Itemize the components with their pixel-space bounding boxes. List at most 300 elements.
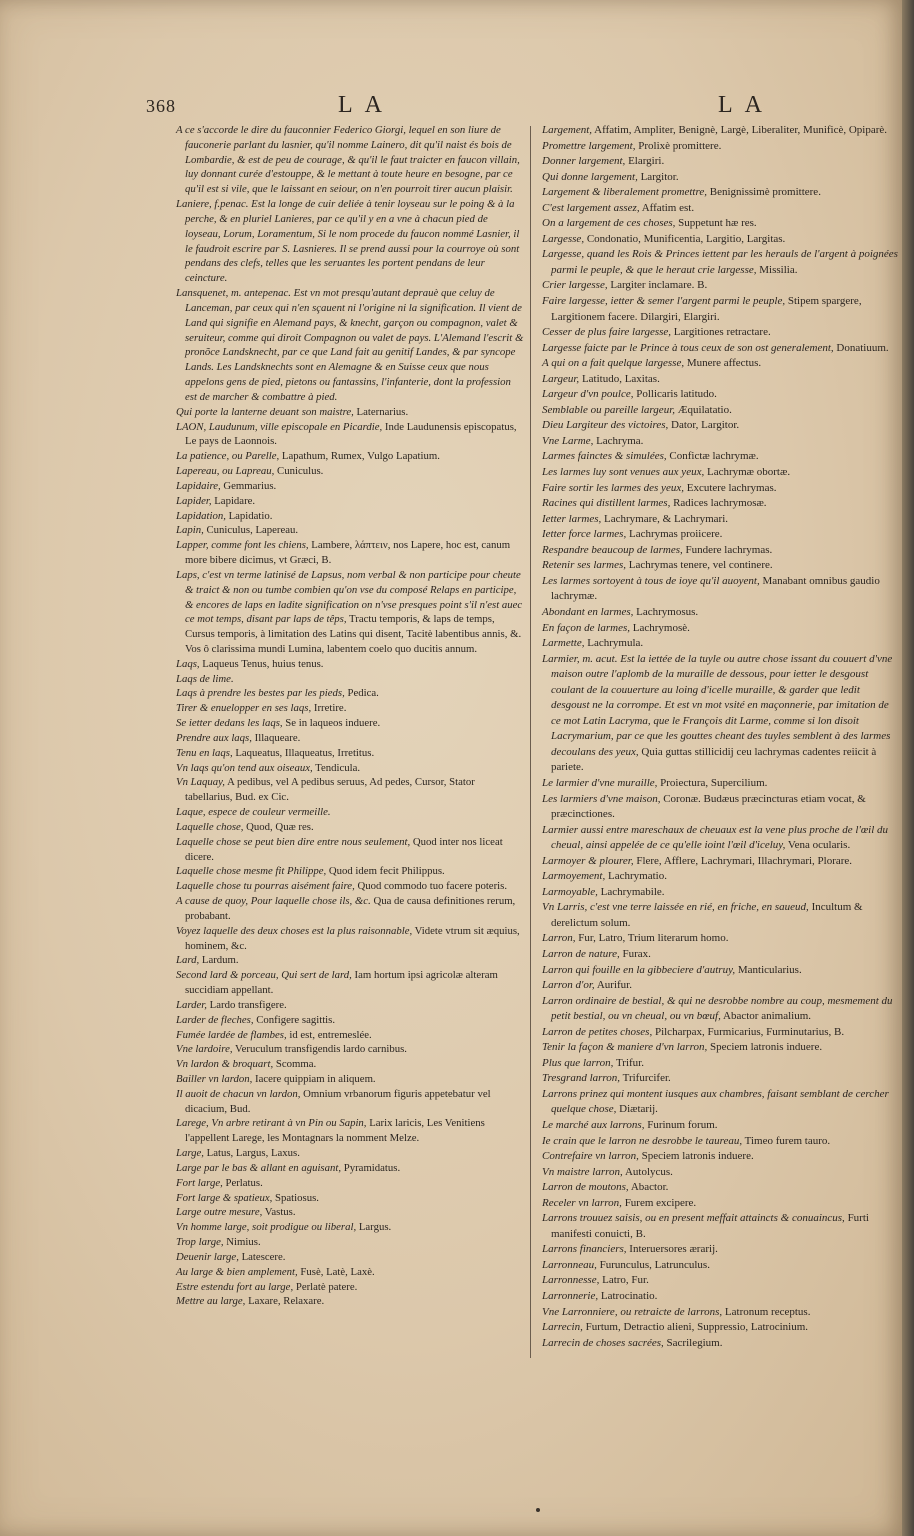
dictionary-entry bbox=[542, 1071, 900, 1087]
entry-latin: Latrocinatio. bbox=[600, 1290, 658, 1303]
dictionary-entry bbox=[176, 1028, 524, 1043]
entry-french: Mettre au large, bbox=[176, 1295, 246, 1308]
entry-latin: Pilcharpax, Furmicarius, Furminutarius, B. bbox=[654, 1025, 845, 1038]
dictionary-entry bbox=[542, 823, 900, 854]
dictionary-entry bbox=[176, 731, 524, 746]
entry-latin: Confictæ lachrymæ. bbox=[669, 450, 759, 463]
entry-latin: Pyramidatus. bbox=[343, 1161, 401, 1174]
entry-french: Dieu Largiteur des victoires, bbox=[542, 419, 669, 432]
entry-french: Ietter larmes, bbox=[542, 512, 602, 525]
entry-latin: Quod idem fecit Philippus. bbox=[328, 865, 445, 878]
entry-french: Larmette, bbox=[542, 637, 585, 650]
dictionary-entry bbox=[542, 1040, 900, 1056]
entry-french: A qui on a fait quelque largesse, bbox=[542, 357, 685, 370]
dictionary-entry bbox=[542, 247, 900, 278]
entry-french: Ie crain que le larron ne desrobbe le taureau, bbox=[542, 1134, 743, 1147]
dictionary-entry bbox=[176, 523, 524, 538]
entry-latin: Lardum. bbox=[201, 954, 239, 967]
dictionary-entry bbox=[176, 123, 524, 197]
dictionary-entry bbox=[176, 1057, 524, 1072]
entry-latin: Laternarius. bbox=[356, 405, 409, 418]
entry-french: Largesse faicte par le Prince à tous ceux de son ost generalement, bbox=[542, 341, 834, 354]
dictionary-entry bbox=[542, 481, 900, 497]
entry-french: Laquelle chose mesme fit Philippe, bbox=[176, 865, 327, 878]
dictionary-entry bbox=[176, 835, 524, 865]
dictionary-entry bbox=[542, 1180, 900, 1196]
entry-french: Plus que larron, bbox=[542, 1056, 614, 1069]
dictionary-entry bbox=[542, 558, 900, 574]
entry-latin: Furax. bbox=[622, 947, 651, 960]
dictionary-entry bbox=[542, 527, 900, 543]
entry-french: Laqs à prendre les bestes par les pieds, bbox=[176, 687, 345, 700]
entry-latin: Aurifur. bbox=[596, 979, 632, 992]
dictionary-entry bbox=[542, 1211, 900, 1242]
entry-latin: Fusè, Latè, Laxè. bbox=[300, 1265, 375, 1278]
dictionary-entry bbox=[542, 325, 900, 341]
entry-latin: Quia guttas stillicidij ceu lachrymas cadentes reiicit à pariete. bbox=[551, 745, 877, 774]
entry-french: Lapidaire, bbox=[176, 479, 221, 492]
dictionary-entry bbox=[542, 776, 900, 792]
entry-latin: Scomma. bbox=[275, 1058, 317, 1071]
dictionary-entry bbox=[176, 1146, 524, 1161]
entry-french: Larronnesse, bbox=[542, 1274, 600, 1287]
entry-latin: Sacrilegium. bbox=[666, 1336, 723, 1349]
dictionary-entry bbox=[176, 197, 524, 286]
entry-latin: Furunculus, Latrunculus. bbox=[599, 1258, 710, 1271]
entry-french: Larron de moutons, bbox=[542, 1181, 629, 1194]
dictionary-entry bbox=[542, 356, 900, 372]
dictionary-entry bbox=[542, 1134, 900, 1150]
entry-french: Faire largesse, ietter & semer l'argent parmi le peuple, bbox=[542, 295, 786, 308]
dictionary-entry bbox=[176, 805, 524, 820]
dictionary-entry bbox=[542, 543, 900, 559]
entry-latin: Lambere, λάπτειν, nos Lapere, hoc est, canum more bibere dicimus, vt Græci, B. bbox=[185, 539, 511, 567]
running-head-right: LA bbox=[718, 92, 774, 118]
dictionary-entry bbox=[176, 509, 524, 524]
entry-latin: Affatim est. bbox=[641, 201, 695, 214]
entry-latin: Largitor. bbox=[640, 170, 679, 183]
entry-french: Promettre largement, bbox=[542, 139, 636, 152]
dictionary-entry bbox=[542, 1336, 900, 1352]
entry-latin: Configere sagittis. bbox=[256, 1013, 336, 1026]
entry-french: Lapereau, ou Lapreau, bbox=[176, 465, 275, 478]
dictionary-entry bbox=[542, 869, 900, 885]
dictionary-entry bbox=[176, 716, 524, 731]
entry-latin: Furem excipere. bbox=[624, 1196, 697, 1209]
dictionary-entry bbox=[542, 512, 900, 528]
entry-latin: Furtum, Detractio alieni, Suppressio, Latrocinium. bbox=[585, 1321, 808, 1334]
entry-french: Vne Larme, bbox=[542, 434, 594, 447]
entry-french: Lansquenet, m. antepenac. Est vn mot presqu'autant deprauè que celuy de Lanceman, par ceux qui n'en sçauent ni l'origine ni la signification. Il vient de Land qui signifie en Alemand pays, & knecht, garçon ou compagnon, valet & seruiteur, comme qui diroit Compagnon ou valet de pays. L'Alemand l'escrit & pronõce Landsknecht, par ce que Land fait au genitif Landes, & par syncope Lands. Les Landsknechts sont en Alemagne & en Suisse ceux que nous appelons gens de pied, pietons ou fantassins, l'infanterie, dont la profession est de marcher & combattre à pied. bbox=[176, 287, 524, 403]
entry-latin: Lachrymula. bbox=[587, 637, 644, 650]
dictionary-entry bbox=[542, 449, 900, 465]
entry-latin: Munere affectus. bbox=[686, 357, 762, 370]
entry-latin: Pedica. bbox=[347, 687, 379, 700]
dictionary-entry bbox=[542, 1056, 900, 1072]
dictionary-entry bbox=[542, 605, 900, 621]
dictionary-entry bbox=[176, 1116, 524, 1146]
entry-latin: Largiter inclamare. B. bbox=[610, 279, 708, 292]
dictionary-entry bbox=[542, 294, 900, 325]
entry-latin: Autolycus. bbox=[624, 1165, 673, 1178]
dictionary-entry bbox=[176, 1265, 524, 1280]
entry-french: Larmoyable, bbox=[542, 885, 598, 898]
entry-french: Les larmes luy sont venues aux yeux, bbox=[542, 466, 705, 479]
entry-latin: Missilia. bbox=[759, 263, 798, 276]
entry-french: Vn laqs qu'on tend aux oiseaux, bbox=[176, 761, 313, 774]
dictionary-entry bbox=[542, 1242, 900, 1258]
entry-french: Larder de fleches, bbox=[176, 1013, 254, 1026]
entry-latin: Nimius. bbox=[226, 1236, 261, 1249]
entry-latin: Fundere lachrymas. bbox=[685, 543, 773, 556]
dictionary-entry bbox=[542, 931, 900, 947]
entry-french: Fumée lardée de flambes, bbox=[176, 1028, 287, 1041]
dictionary-entry bbox=[542, 854, 900, 870]
entry-french: Tirer & enuelopper en ses laqs, bbox=[176, 702, 312, 715]
dictionary-entry bbox=[542, 636, 900, 652]
entry-french: Larege, Vn arbre retirant à vn Pin ou Sapin, bbox=[176, 1117, 367, 1130]
entry-french: Faire sortir les larmes des yeux, bbox=[542, 481, 684, 494]
entry-latin: Benignissimè promittere. bbox=[709, 186, 821, 199]
dictionary-entry bbox=[542, 387, 900, 403]
dictionary-entry bbox=[176, 820, 524, 835]
dictionary-entry bbox=[176, 775, 524, 805]
entry-latin: Fur, Latro, Trium literarum homo. bbox=[578, 932, 729, 945]
entry-latin: Lapidatio. bbox=[228, 509, 273, 522]
entry-french: Larrecin de choses sacrées, bbox=[542, 1336, 664, 1349]
entry-french: Vn Laquay, bbox=[176, 776, 225, 789]
dictionary-entry bbox=[176, 1072, 524, 1087]
entry-latin: Perlatus. bbox=[225, 1176, 263, 1189]
entry-french: Qui porte la lanterne deuant son maistre, bbox=[176, 405, 354, 418]
entry-french: Larmoyer & plourer, bbox=[542, 854, 634, 867]
dictionary-entry bbox=[542, 1258, 900, 1274]
entry-latin: Cuniculus, Lapereau. bbox=[206, 524, 299, 537]
entry-french: Les larmes sortoyent à tous de ioye qu'il auoyent, bbox=[542, 574, 760, 587]
entry-french: Larrons financiers, bbox=[542, 1243, 627, 1256]
entry-french: Larron de nature, bbox=[542, 947, 620, 960]
entry-french: Le larmier d'vne muraille, bbox=[542, 776, 658, 789]
entry-french: Lapidation, bbox=[176, 509, 226, 522]
entry-french: A ce s'accorde le dire du fauconnier Federico Giorgi, lequel en son liure de fauconerie parlant du lasnier, qu'il nomme Lainero, dit qu'il naist és bois de Lombardie, & est de peu de courage, & qu'il le faut traicter en faucon villain, luy donnant curée d'estouppe, & le mettant à toute heure en besogne, par ce qu'il est si vile, que le laissant en seiour, on n'en pourroit tirer aucun plaisir. bbox=[176, 124, 520, 196]
entry-french: Cesser de plus faire largesse, bbox=[542, 326, 672, 339]
dictionary-entry bbox=[542, 403, 900, 419]
dictionary-entry bbox=[176, 464, 524, 479]
dictionary-entry bbox=[542, 1087, 900, 1118]
entry-french: Tenu en laqs, bbox=[176, 746, 233, 759]
entry-latin: Incultum & derelictum solum. bbox=[551, 901, 863, 929]
dictionary-entry bbox=[542, 994, 900, 1025]
entry-latin: Laqueus Tenus, huius tenus. bbox=[202, 657, 324, 670]
entry-french: Laquelle chose tu pourras aisément faire, bbox=[176, 880, 355, 893]
entry-latin: Interuersores ærarij. bbox=[629, 1243, 718, 1256]
dictionary-entry bbox=[176, 494, 524, 509]
entry-french: Contrefaire vn larron, bbox=[542, 1150, 639, 1163]
entry-french: Respandre beaucoup de larmes, bbox=[542, 543, 683, 556]
entry-french: Larronneau, bbox=[542, 1258, 597, 1271]
entry-latin: Gemmarius. bbox=[223, 479, 277, 492]
entry-latin: Lachrymæ obortæ. bbox=[706, 466, 791, 479]
entry-french: Laquelle chose se peut bien dire entre nous seulement, bbox=[176, 835, 411, 848]
dictionary-entry bbox=[176, 657, 524, 672]
entry-latin: Latescere. bbox=[241, 1250, 286, 1263]
entry-french: Vn Larris, c'est vne terre laissée en rié, en friche, en saueud, bbox=[542, 901, 809, 914]
entry-french: Racines qui distillent larmes, bbox=[542, 497, 671, 510]
entry-french: Larron d'or, bbox=[542, 979, 595, 992]
dictionary-entry bbox=[176, 405, 524, 420]
dictionary-entry bbox=[542, 154, 900, 170]
entry-french: Trop large, bbox=[176, 1236, 224, 1249]
entry-french: Vn homme large, soit prodigue ou liberal, bbox=[176, 1221, 357, 1234]
entry-latin: Lachrymare, & Lachrymari. bbox=[604, 512, 729, 525]
entry-latin: Pollicaris latitudo. bbox=[636, 388, 717, 401]
entry-latin: Veruculum transfigendis lardo carnibus. bbox=[235, 1043, 407, 1056]
entry-french: Larron de petites choses, bbox=[542, 1025, 653, 1038]
dictionary-entry bbox=[176, 1013, 524, 1028]
entry-latin: Trifurcifer. bbox=[622, 1072, 671, 1085]
dictionary-entry bbox=[176, 449, 524, 464]
dictionary-entry bbox=[176, 953, 524, 968]
entry-french: Largeur, bbox=[542, 372, 580, 385]
dictionary-entry bbox=[176, 1235, 524, 1250]
entry-french: Largesse, bbox=[542, 232, 585, 245]
page-number: 368 bbox=[146, 96, 176, 116]
page-header bbox=[0, 92, 902, 122]
dictionary-entry bbox=[542, 900, 900, 931]
entry-french: En façon de larmes, bbox=[542, 621, 630, 634]
dictionary-entry bbox=[542, 1289, 900, 1305]
right-column bbox=[542, 123, 900, 1351]
entry-french: Vn maistre larron, bbox=[542, 1165, 623, 1178]
entry-latin: Inde Laudunensis episcopatus, Le pays de Laonnois. bbox=[185, 420, 517, 448]
entry-latin: Perlatè patere. bbox=[295, 1280, 358, 1293]
entry-french: Abondant en larmes, bbox=[542, 605, 634, 618]
entry-latin: Se in laqueos induere. bbox=[285, 717, 381, 730]
entry-latin: Illaqueare. bbox=[254, 731, 301, 744]
dictionary-entry bbox=[542, 621, 900, 637]
entry-french: Larronnerie, bbox=[542, 1290, 599, 1303]
entry-french: Larron, bbox=[542, 932, 576, 945]
entry-french: On a largement de ces choses, bbox=[542, 217, 676, 230]
entry-french: Crier largesse, bbox=[542, 279, 608, 292]
entry-latin: Lachrymosus. bbox=[636, 605, 699, 618]
dictionary-entry bbox=[542, 139, 900, 155]
entry-french: Largement & liberalement promettre, bbox=[542, 186, 707, 199]
dictionary-entry bbox=[542, 185, 900, 201]
entry-latin: Qua de causa definitiones rerum, probabant. bbox=[185, 895, 516, 922]
dictionary-entry bbox=[176, 1042, 524, 1057]
entry-latin: Lapathum, Rumex, Vulgo Lapatium. bbox=[281, 450, 440, 463]
entry-french: Larrecin, bbox=[542, 1321, 583, 1334]
entry-french: Semblable ou pareille largeur, bbox=[542, 403, 675, 416]
dictionary-entry bbox=[542, 372, 900, 388]
entry-latin: Furti manifesti conuicti, B. bbox=[551, 1212, 869, 1240]
entry-latin: Lachrymosè. bbox=[632, 621, 690, 634]
entry-french: Receler vn larron, bbox=[542, 1196, 622, 1209]
entry-french: Larmes fainctes & simulées, bbox=[542, 450, 667, 463]
dictionary-entry bbox=[176, 568, 524, 657]
dictionary-entry bbox=[176, 286, 524, 405]
dictionary-entry bbox=[176, 1161, 524, 1176]
entry-latin: Omnium vrbanorum figuris appetebatur vel dicacium, Bud. bbox=[185, 1087, 491, 1115]
entry-french: Laque, espece de couleur vermeille. bbox=[176, 806, 331, 819]
entry-latin: Latronum receptus. bbox=[724, 1305, 811, 1318]
dictionary-entry bbox=[176, 1280, 524, 1295]
dictionary-entry bbox=[542, 465, 900, 481]
page-edge bbox=[902, 0, 914, 1536]
column-divider bbox=[530, 126, 531, 1358]
entry-french: Large par le bas & allant en aguisant, bbox=[176, 1161, 342, 1174]
dictionary-entry bbox=[176, 746, 524, 761]
dictionary-entry bbox=[176, 761, 524, 776]
entry-latin: Proiectura, Supercilium. bbox=[660, 776, 768, 789]
dictionary-entry bbox=[542, 652, 900, 776]
entry-french: Voyez laquelle des deux choses est la plus raisonnable, bbox=[176, 924, 413, 937]
entry-latin: Vena ocularis. bbox=[787, 839, 851, 852]
entry-latin: Latitudo, Laxitas. bbox=[581, 372, 660, 385]
dictionary-entry bbox=[176, 1220, 524, 1235]
entry-latin: Excutere lachrymas. bbox=[686, 481, 777, 494]
dictionary-entry bbox=[542, 341, 900, 357]
entry-french: Larmoyement, bbox=[542, 870, 606, 883]
entry-latin: Tractu temporis, & laps de temps, Cursus temporis, à limitation des Latins qui disent, Tacitè labentibus annis, &. Vos ô clarissima mundi Lumina, labentem coelo quo ducitis annum. bbox=[185, 613, 522, 655]
entry-french: Laniere, f.penac. Est la longe de cuir deliée à tenir loyseau sur le poing & à la perche, & en pluriel Lanieres, par ce qu'il y en a vne à chacun pied de loyseau, Lorum, Loramentum, Si le nom procede du faucon nommé Lasnier, il le faudroit escrire par S. Lasnieres. Il se prend aussi pour la courroye où sont pendans des clefs, telles que les seruantes les portent pendans de leur ceincture. bbox=[176, 198, 520, 285]
entry-french: Larder, bbox=[176, 998, 207, 1011]
dictionary-entry bbox=[542, 792, 900, 823]
entry-french: Larrons prinez qui montent iusques aux chambres, faisant semblant de cercher quelque chose, bbox=[542, 1087, 889, 1116]
entry-latin: Lachrymabile. bbox=[600, 885, 665, 898]
entry-french: Fort large & spatieux, bbox=[176, 1191, 273, 1204]
dictionary-entry bbox=[176, 1191, 524, 1206]
entry-french: Laqs, bbox=[176, 657, 200, 670]
entry-latin: Iam hortum ipsi agricolæ alteram succidiam appellant. bbox=[185, 969, 498, 997]
dictionary-entry bbox=[542, 1305, 900, 1321]
dictionary-entry bbox=[542, 216, 900, 232]
entry-latin: Lachrymas tenere, vel continere. bbox=[628, 559, 773, 572]
dictionary-entry bbox=[176, 672, 524, 687]
entry-latin: Diætarij. bbox=[619, 1103, 658, 1116]
entry-french: Vne lardoire, bbox=[176, 1043, 233, 1056]
dictionary-entry bbox=[176, 864, 524, 879]
entry-latin: Vastus. bbox=[264, 1206, 296, 1219]
dictionary-entry bbox=[542, 1149, 900, 1165]
entry-french: Deuenir large, bbox=[176, 1250, 239, 1263]
dictionary-entry bbox=[542, 170, 900, 186]
dictionary-entry bbox=[542, 201, 900, 217]
entry-latin: Quod, Quæ res. bbox=[246, 820, 314, 833]
entry-latin: Videte vtrum sit æquius, hominem, &c. bbox=[185, 924, 520, 952]
entry-french: Les larmiers d'vne maison, bbox=[542, 792, 661, 805]
entry-french: A cause de quoy, Pour laquelle chose ils, &c. bbox=[176, 895, 371, 908]
dictionary-entry bbox=[542, 978, 900, 994]
entry-latin: Larix laricis, Les Venitiens l'appellent Larege, les Montagnars la nomment Melze. bbox=[185, 1117, 485, 1145]
entry-french: Larron qui fouille en la gibbeciere d'autruy, bbox=[542, 963, 736, 976]
dictionary-entry bbox=[176, 998, 524, 1013]
dictionary-entry bbox=[542, 123, 900, 139]
entry-french: Estre estendu fort au large, bbox=[176, 1280, 294, 1293]
running-head-left: LA bbox=[338, 92, 394, 118]
entry-french: Lard, bbox=[176, 954, 200, 967]
entry-latin: Stipem spargere, Largitionem facere. Dilargiri, Elargiri. bbox=[551, 295, 862, 323]
dictionary-entry bbox=[176, 1176, 524, 1191]
entry-latin: Spatiosus. bbox=[275, 1191, 319, 1204]
entry-latin: A pedibus, vel A pedibus seruus, Ad pedes, Cursor, Stator tabellarius, Bud. ex Cic. bbox=[185, 776, 475, 804]
dictionary-entry bbox=[176, 479, 524, 494]
dictionary-entry bbox=[542, 1196, 900, 1212]
entry-french: LAON, Laudunum, ville episcopale en Picardie, bbox=[176, 420, 383, 433]
dictionary-entry bbox=[542, 1118, 900, 1134]
entry-french: Laqs de lime. bbox=[176, 672, 234, 685]
entry-french: C'est largement assez, bbox=[542, 201, 640, 214]
dictionary-entry bbox=[176, 924, 524, 954]
dictionary-entry bbox=[542, 947, 900, 963]
dictionary-entry bbox=[176, 879, 524, 894]
dictionary-entry bbox=[176, 420, 524, 450]
entry-latin: Quod commodo tuo facere poteris. bbox=[357, 880, 508, 893]
dictionary-entry bbox=[542, 1320, 900, 1336]
entry-latin: Furinum forum. bbox=[647, 1119, 718, 1131]
entry-french: Laps, c'est vn terme latinisé de Lapsus, nom verbal & non participe pour cheute & traict & non ou tumbe combien qu'on vse du composé Relaps en participe, & encores de laps en ladite signification on n'vse presques point s'il n'est auec ce mot temps, disant par laps de têps, bbox=[176, 568, 523, 626]
entry-french: Le marché aux larrons, bbox=[542, 1119, 645, 1131]
entry-french: Qui donne largement, bbox=[542, 170, 638, 183]
entry-french: Fort large, bbox=[176, 1176, 223, 1189]
entry-latin: Iacere quippiam in aliquem. bbox=[255, 1073, 376, 1085]
entry-french: Larmier, m. acut. Est la iettée de la tuyle ou autre chose issant du couuert d'vne maison outre l'aplomb de la muraille de dessous, pour ietter le desgoust coulant de la couuerture au loing d'icelle muraille, & garder que ledit desgoust ne la corrompe. Et est vn mot vsité en maçonnerie, par imitation de ce mot Latin Lacryma, que le François dit Larme, comme si lon disoit Lacrymarium, par ce que les gouttes cheant des tuyles semblent à des larmes decoulans des yeux, bbox=[542, 652, 893, 758]
entry-latin: Tendicula. bbox=[315, 761, 361, 774]
entry-latin: Quod inter nos liceat dicere. bbox=[185, 835, 503, 863]
entry-latin: Elargiri. bbox=[628, 155, 665, 168]
dictionary-entry bbox=[176, 538, 524, 568]
entry-french: Laquelle chose, bbox=[176, 820, 244, 833]
entry-french: La patience, ou Parelle, bbox=[176, 450, 280, 463]
printer-mark bbox=[536, 1508, 540, 1512]
dictionary-entry bbox=[542, 278, 900, 294]
dictionary-entry bbox=[542, 1273, 900, 1289]
dictionary-entry bbox=[542, 574, 900, 605]
dictionary-entry bbox=[542, 1165, 900, 1181]
dictionary-entry bbox=[542, 434, 900, 450]
entry-latin: Donatiuum. bbox=[836, 341, 889, 354]
dictionary-entry bbox=[542, 496, 900, 512]
entry-latin: Timeo furem tauro. bbox=[744, 1134, 831, 1147]
entry-french: Large, bbox=[176, 1147, 204, 1160]
entry-latin: Largus. bbox=[358, 1221, 392, 1234]
entry-latin: Dator, Largitor. bbox=[671, 419, 740, 432]
entry-french: Ietter force larmes, bbox=[542, 528, 627, 541]
entry-latin: Speciem latronis induere. bbox=[709, 1041, 823, 1054]
entry-latin: id est, entremeslée. bbox=[289, 1028, 372, 1041]
entry-french: Larrons trouuez saisis, ou en present meffait attaincts & conuaincus, bbox=[542, 1212, 845, 1225]
entry-french: Tresgrand larron, bbox=[542, 1072, 621, 1085]
entry-french: Lapper, comme font les chiens, bbox=[176, 539, 309, 552]
dictionary-entry bbox=[542, 232, 900, 248]
dictionary-entry bbox=[176, 1250, 524, 1265]
dictionary-entry bbox=[176, 968, 524, 998]
entry-latin: Condonatio, Munificentia, Largitio, Largitas. bbox=[586, 232, 786, 245]
entry-latin: Suppetunt hæ res. bbox=[678, 217, 757, 230]
dictionary-entry bbox=[542, 418, 900, 434]
entry-french: Second lard & porceau, Qui sert de lard, bbox=[176, 969, 352, 982]
dictionary-entry bbox=[176, 894, 524, 924]
dictionary-entry bbox=[176, 1294, 524, 1309]
entry-latin: Latus, Largus, Laxus. bbox=[206, 1147, 300, 1160]
entry-french: Retenir ses larmes, bbox=[542, 559, 627, 572]
entry-french: Largesse, quand les Rois & Princes iettent par les herauls de l'argent à poignées parmi le peuple, & que le heraut crie largesse, bbox=[542, 248, 898, 276]
entry-latin: Lachrymatio. bbox=[608, 870, 667, 883]
entry-french: Large outre mesure, bbox=[176, 1206, 263, 1219]
dictionary-entry bbox=[542, 1025, 900, 1041]
entry-french: Tenir la façon & maniere d'vn larron, bbox=[542, 1041, 708, 1054]
